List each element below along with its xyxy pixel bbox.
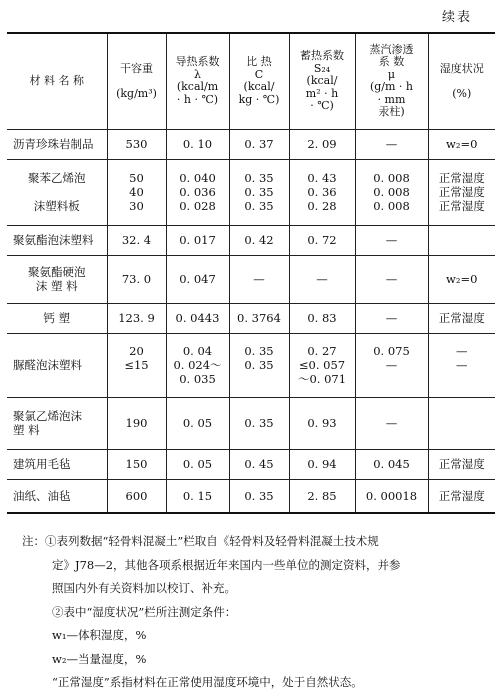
cell-heat-storage: 0. 27 ≤0. 057 ～0. 071 <box>289 333 355 397</box>
cell-material: 钙 塑 <box>7 303 107 333</box>
cell-specific-heat: 0. 45 <box>229 449 289 479</box>
cell-density: 73. 0 <box>107 255 166 303</box>
cell-vapor: 0. 008 0. 008 0. 008 <box>355 159 428 225</box>
note-1-line-1: 注：①表列数据“轻骨料混凝土”栏取自《轻骨料及轻骨料混凝土技术规 <box>22 534 379 548</box>
cell-vapor: — <box>355 397 428 449</box>
cell-humidity: w₂=0 <box>428 255 495 303</box>
cell-material: 脲醛泡沫塑料 <box>7 333 107 397</box>
cell-density: 190 <box>107 397 166 449</box>
note-normal-humidity: “正常湿度”系指材料在正常使用湿度环境中，处于自然状态。 <box>52 675 363 689</box>
cell-humidity: — — <box>428 333 495 397</box>
cell-heat-storage: 2. 85 <box>289 479 355 513</box>
cell-heat-storage: — <box>289 255 355 303</box>
table-row <box>7 159 495 225</box>
note-equivalent-humidity: w₂—当量湿度，% <box>52 651 147 666</box>
header-specific-heat: 比 热 C (kcal/ kg · ℃) <box>229 33 289 129</box>
cell-density: 32. 4 <box>107 225 166 255</box>
cell-specific-heat: 0. 3764 <box>229 303 289 333</box>
cell-vapor: 0. 075 — <box>355 333 428 397</box>
cell-density: 50 40 30 <box>107 159 166 225</box>
table-row <box>7 303 495 333</box>
note-1-line-3: 照国内外有关资料加以校订、补充。 <box>52 581 236 595</box>
cell-humidity <box>428 225 495 255</box>
table-row <box>7 225 495 255</box>
cell-vapor: 0. 00018 <box>355 479 428 513</box>
cell-specific-heat: 0. 35 <box>229 479 289 513</box>
cell-material: 油纸、油毡 <box>7 479 107 513</box>
cell-heat-storage: 0. 43 0. 36 0. 28 <box>289 159 355 225</box>
cell-conductivity: 0. 040 0. 036 0. 028 <box>166 159 229 225</box>
cell-heat-storage: 0. 94 <box>289 449 355 479</box>
cell-material: 聚氯乙烯泡沫 塑 料 <box>7 397 107 449</box>
continued-label: 续表 <box>441 10 472 25</box>
cell-heat-storage: 0. 93 <box>289 397 355 449</box>
materials-table <box>7 32 495 514</box>
cell-density: 150 <box>107 449 166 479</box>
cell-heat-storage: 2. 09 <box>289 129 355 159</box>
cell-vapor: — <box>355 303 428 333</box>
cell-material: 聚氨酯泡沫塑料 <box>7 225 107 255</box>
cell-humidity: 正常湿度 <box>428 479 495 513</box>
header-heat-storage: 蓄热系数 S₂₄ (kcal/ m² · h · ℃) <box>289 33 355 129</box>
cell-conductivity: 0. 0443 <box>166 303 229 333</box>
header-humidity: 湿度状况 (%) <box>428 33 495 129</box>
cell-conductivity: 0. 05 <box>166 449 229 479</box>
cell-conductivity: 0. 05 <box>166 397 229 449</box>
cell-heat-storage: 0. 72 <box>289 225 355 255</box>
cell-humidity: 正常湿度 <box>428 449 495 479</box>
cell-specific-heat: 0. 37 <box>229 129 289 159</box>
cell-material: 聚苯乙烯泡 沫塑料板 <box>7 159 107 225</box>
cell-vapor: — <box>355 129 428 159</box>
cell-conductivity: 0. 15 <box>166 479 229 513</box>
header-thermal-conductivity: 导热系数 λ (kcal/m · h · ℃) <box>166 33 229 129</box>
cell-humidity: 正常湿度 正常湿度 正常湿度 <box>428 159 495 225</box>
table-row <box>7 397 495 449</box>
note-volume-humidity: w₁—体积湿度，% <box>52 628 147 642</box>
table-row <box>7 479 495 513</box>
header-row <box>7 33 495 129</box>
table-row <box>7 333 495 397</box>
table-row <box>7 129 495 159</box>
header-vapor-permeability: 蒸汽渗透 系 数 μ (g/m · h · mm 汞柱) <box>355 33 428 129</box>
cell-density: 600 <box>107 479 166 513</box>
cell-humidity: w₂=0 <box>428 129 495 159</box>
cell-humidity <box>428 397 495 449</box>
cell-heat-storage: 0. 83 <box>289 303 355 333</box>
cell-density: 123. 9 <box>107 303 166 333</box>
cell-density: 20 ≤15 <box>107 333 166 397</box>
cell-vapor: — <box>355 255 428 303</box>
cell-material: 聚氨酯硬泡 沫 塑 料 <box>7 255 107 303</box>
cell-specific-heat: 0. 35 <box>229 397 289 449</box>
cell-specific-heat: 0. 35 0. 35 0. 35 <box>229 159 289 225</box>
cell-vapor: — <box>355 225 428 255</box>
cell-density: 530 <box>107 129 166 159</box>
table-notes <box>22 530 496 695</box>
cell-material: 沥青珍珠岩制品 <box>7 129 107 159</box>
cell-conductivity: 0. 04 0. 024～ 0. 035 <box>166 333 229 397</box>
cell-conductivity: 0. 047 <box>166 255 229 303</box>
header-dry-density: 干容重 (kg/m³) <box>107 33 166 129</box>
cell-specific-heat: 0. 35 0. 35 <box>229 333 289 397</box>
cell-conductivity: 0. 10 <box>166 129 229 159</box>
cell-specific-heat: — <box>229 255 289 303</box>
header-material: 材 料 名 称 <box>7 33 107 129</box>
cell-humidity: 正常湿度 <box>428 303 495 333</box>
table-row <box>7 449 495 479</box>
cell-specific-heat: 0. 42 <box>229 225 289 255</box>
cell-conductivity: 0. 017 <box>166 225 229 255</box>
note-1-line-2: 定》J78—2，其他各项系根据近年来国内一些单位的测定资料，并参 <box>52 557 401 572</box>
cell-material: 建筑用毛毡 <box>7 449 107 479</box>
table-row <box>7 255 495 303</box>
cell-vapor: 0. 045 <box>355 449 428 479</box>
note-2: ②表中“湿度状况”栏所注测定条件： <box>52 604 237 619</box>
